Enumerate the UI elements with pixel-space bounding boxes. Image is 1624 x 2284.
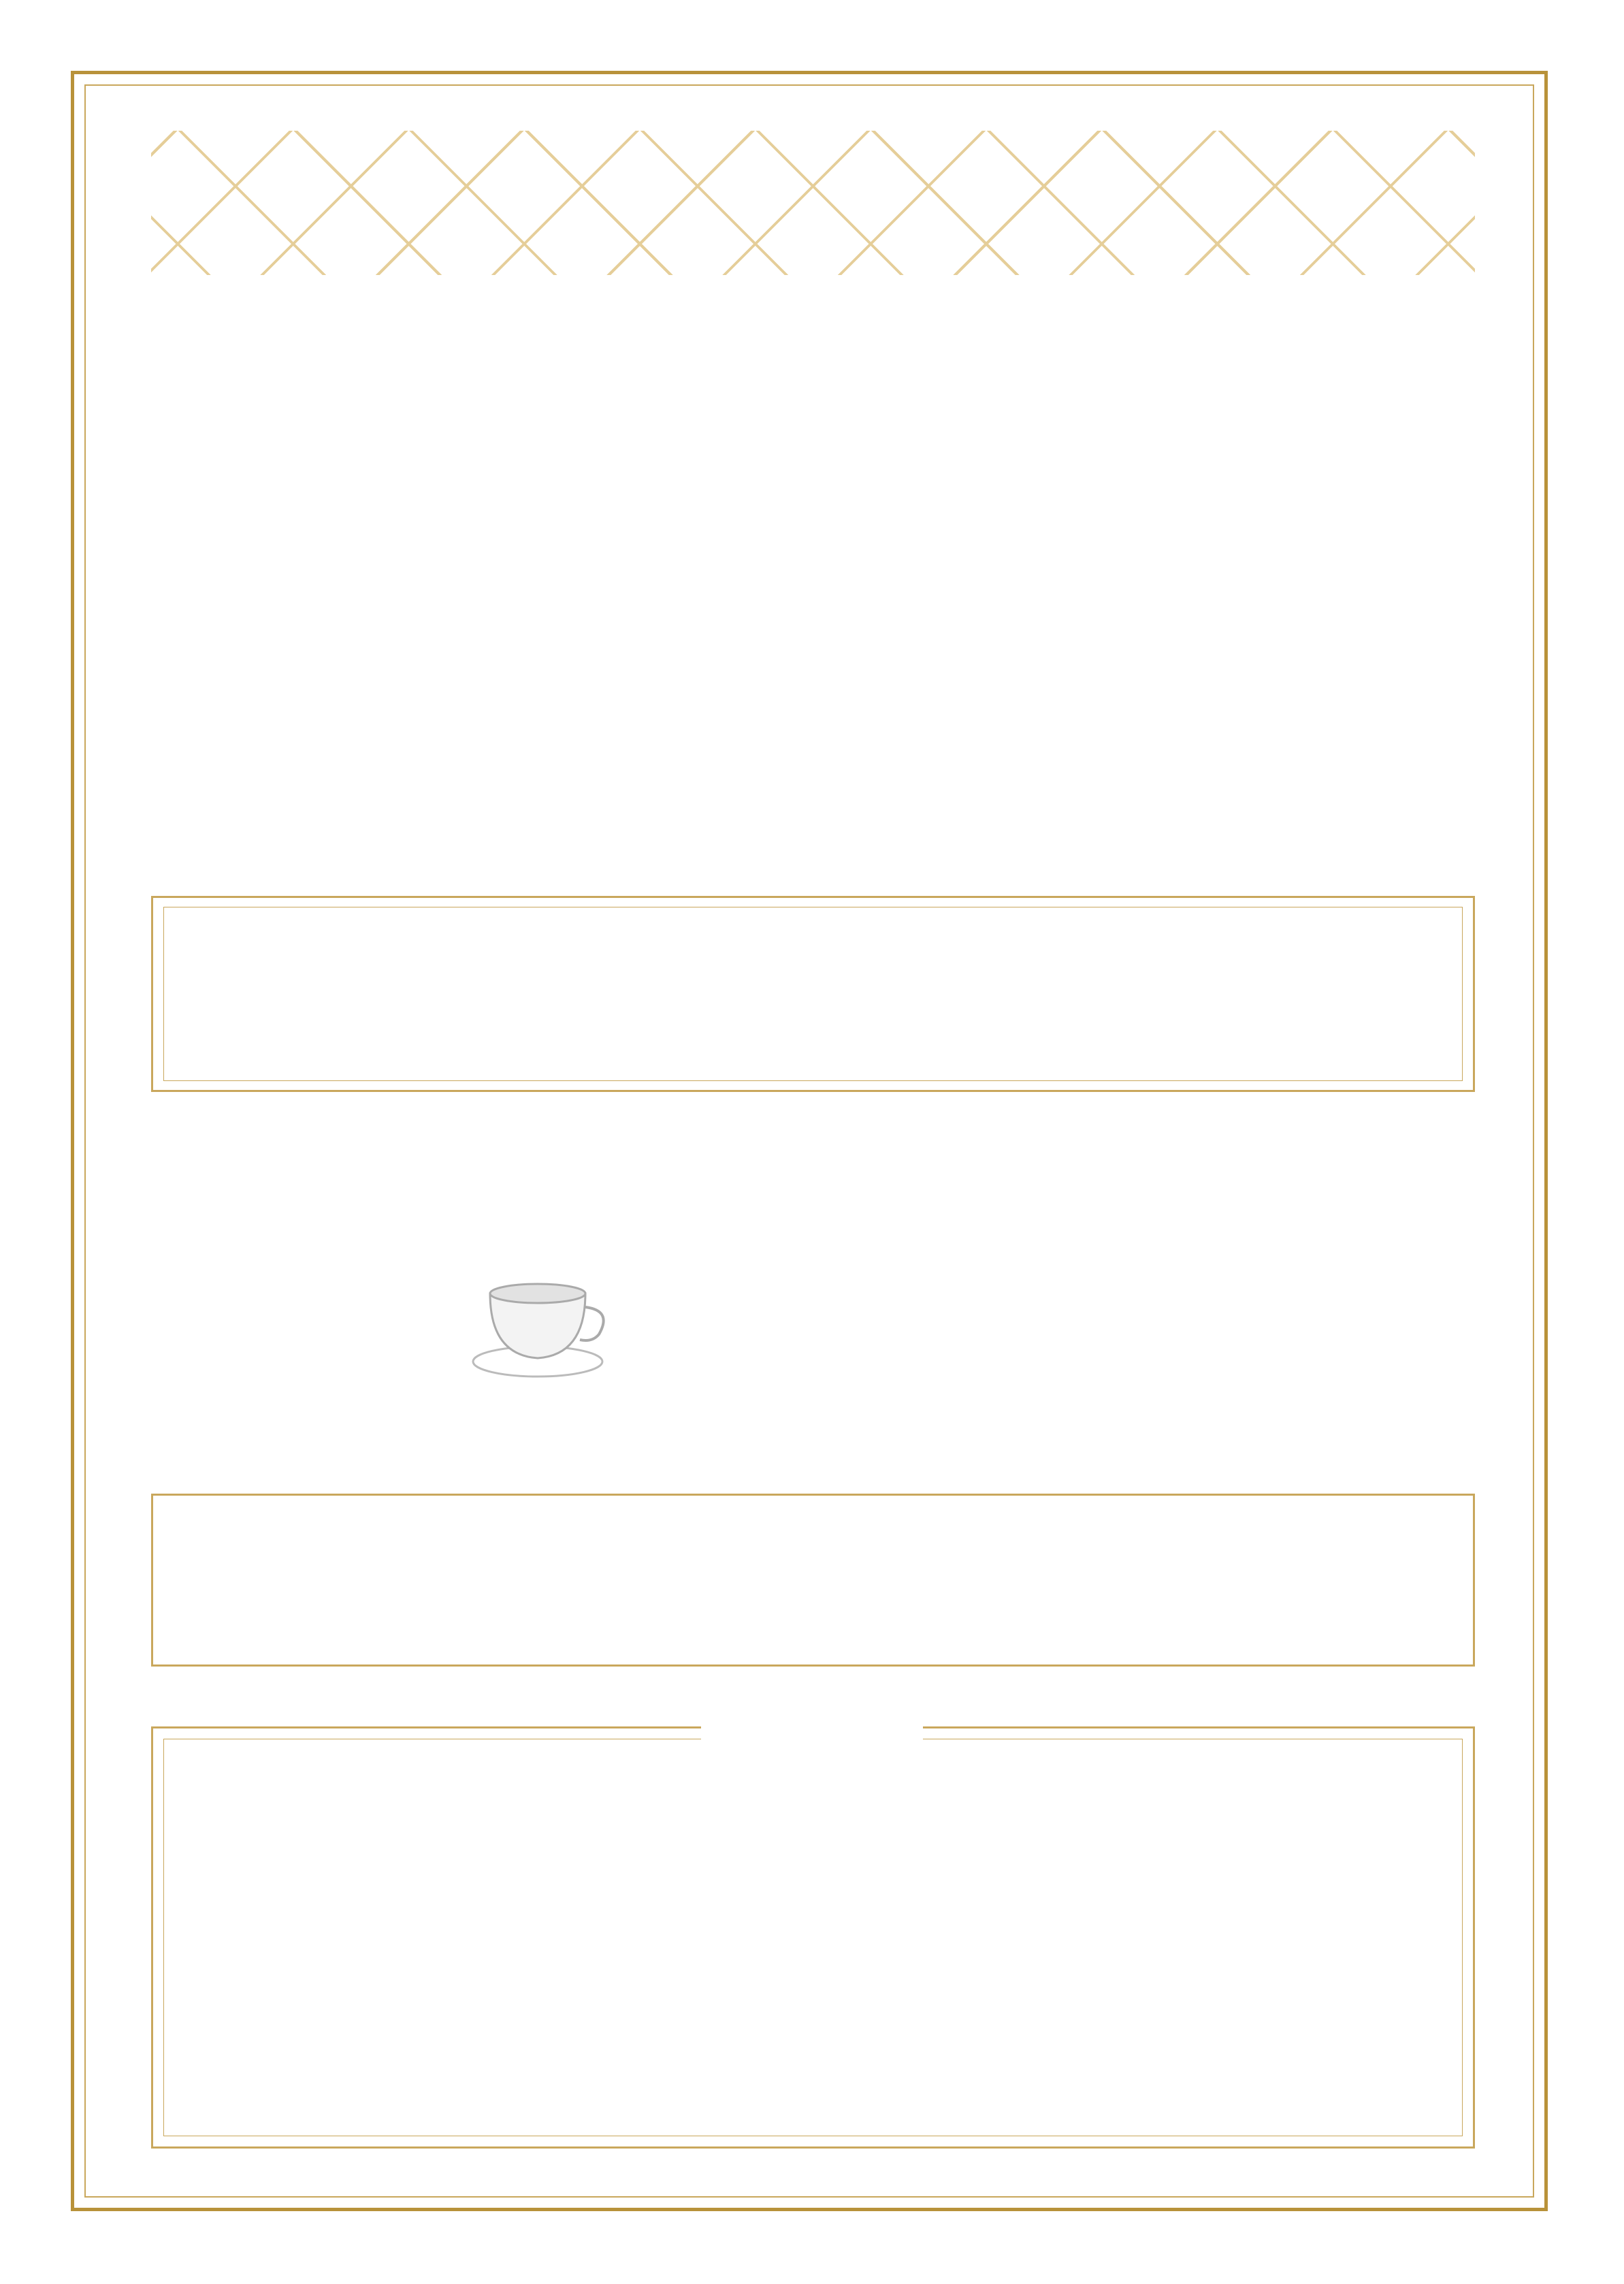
tea-title-backdrop bbox=[701, 1702, 923, 1750]
tea-box-inner bbox=[163, 1739, 1463, 2136]
coffee-cup-icon bbox=[470, 1266, 619, 1382]
plates-box-inner bbox=[163, 907, 1463, 1081]
cold-coffee-box bbox=[151, 1494, 1475, 1667]
decorative-pattern bbox=[151, 131, 1475, 275]
